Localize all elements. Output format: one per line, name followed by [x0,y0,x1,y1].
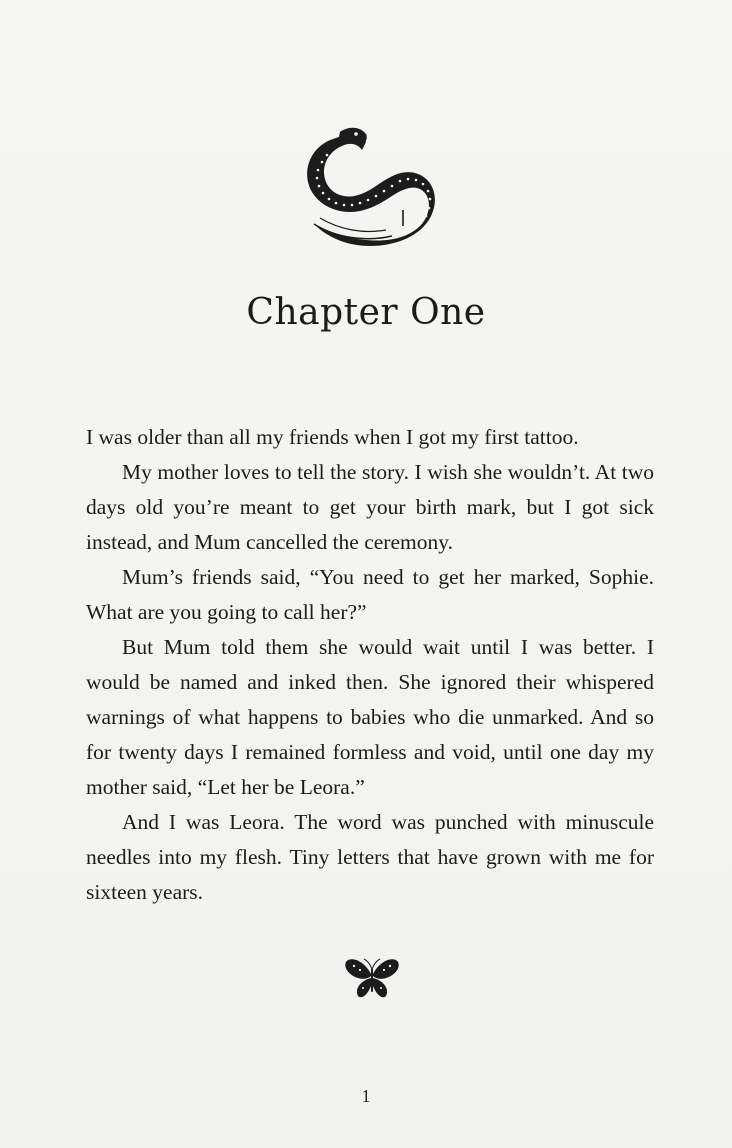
page-number: 1 [361,1086,371,1106]
chapter-body [86,420,654,910]
chapter-title: Chapter One [246,292,486,333]
butterfly-icon [344,956,400,1002]
serpent-letter-c-icon [296,120,438,250]
paragraph: But Mum told them she would wait until I was better. I would be named and inked then. She ignored their whispered warnings of what happens to babies who die unmarked. And so for twenty days I remained formless and void, until one day my mother said, “Let her be Leora.” [86,635,654,799]
paragraph: And I was Leora. The word was punched with minuscule needles into my flesh. Tiny letters that have grown with me for sixteen years. [86,810,654,904]
paragraph: I was older than all my friends when I got my first tattoo. [86,425,579,449]
paragraph: My mother loves to tell the story. I wish she wouldn’t. At two days old you’re meant to get your birth mark, but I got sick instead, and Mum cancelled the ceremony. [86,460,654,554]
paragraph: Mum’s friends said, “You need to get her marked, Sophie. What are you going to call her?” [86,565,654,624]
